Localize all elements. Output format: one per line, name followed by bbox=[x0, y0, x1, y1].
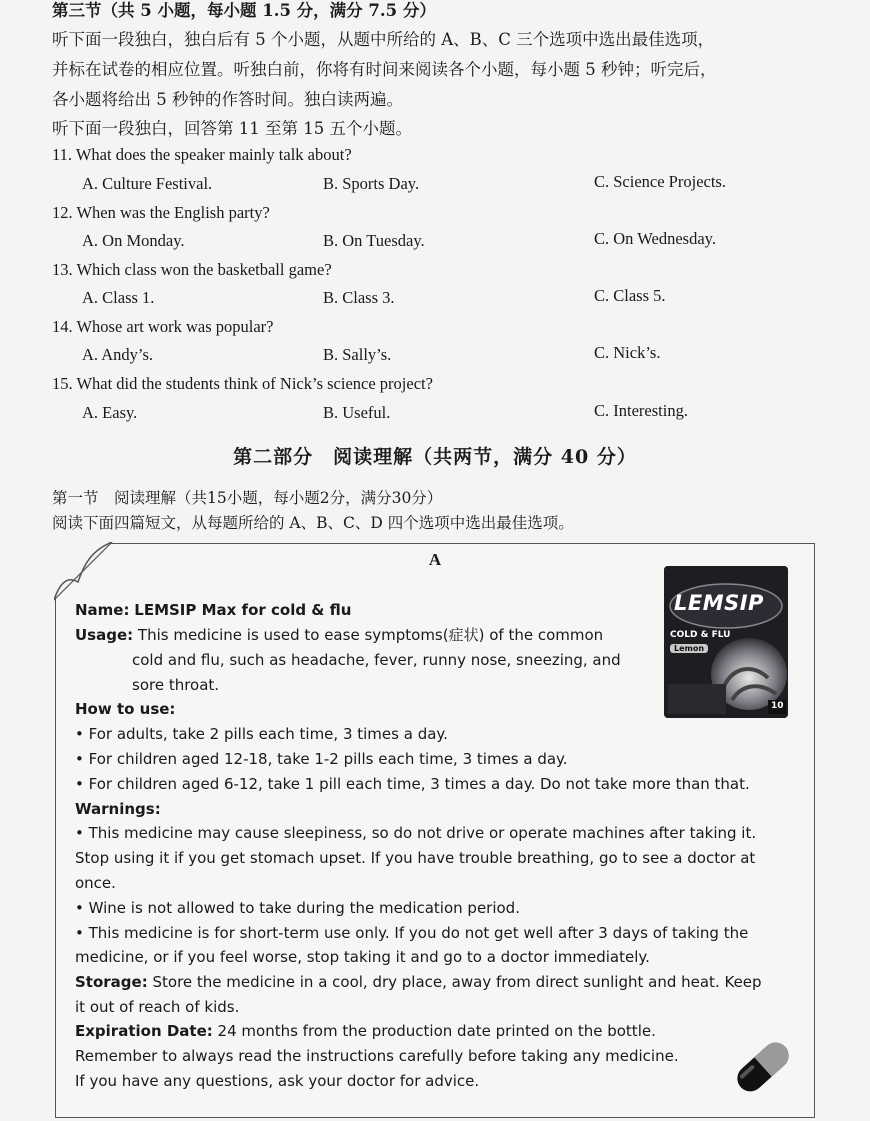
how-to-use-label: How to use: bbox=[75, 700, 176, 718]
part2-section-title: 第一节 阅读理解（共15小题，每小题2分，满分30分） bbox=[52, 489, 443, 507]
option-13-a: A. Class 1. bbox=[82, 288, 155, 307]
section3-instruction-2: 并标在试卷的相应位置。听独白前，你将有时间来阅读各个小题，每小题 5 秒钟；听完后， bbox=[52, 60, 717, 79]
capsule-icon bbox=[728, 1034, 798, 1100]
name-label: Name: bbox=[75, 601, 130, 619]
name-value: LEMSIP Max for cold & flu bbox=[134, 601, 352, 619]
usage-line-1: This medicine is used to ease symptoms(症状) of the common bbox=[137, 626, 604, 644]
question-14: 14. Whose art work was popular? bbox=[52, 317, 274, 336]
option-11-a: A. Culture Festival. bbox=[82, 174, 213, 193]
usage-line-2: cold and flu, such as headache, fever, runny nose, sneezing, and bbox=[132, 651, 621, 669]
warning-line-6: medicine, or if you feel worse, stop taking it and go to a doctor immediately. bbox=[75, 948, 650, 966]
expiration-label: Expiration Date: bbox=[75, 1022, 213, 1040]
option-13-c: C. Class 5. bbox=[594, 286, 666, 305]
name-row bbox=[75, 600, 351, 620]
option-11-b: B. Sports Day. bbox=[323, 174, 420, 193]
option-15-c: C. Interesting. bbox=[594, 401, 688, 420]
warning-line-1: • This medicine may cause sleepiness, so do not drive or operate machines after taking it. bbox=[75, 824, 757, 842]
option-12-c: C. On Wednesday. bbox=[594, 229, 716, 248]
section3-instruction-3: 各小题将给出 5 秒钟的作答时间。独白读两遍。 bbox=[52, 90, 403, 109]
storage-label: Storage: bbox=[75, 973, 148, 991]
usage-line-3: sore throat. bbox=[132, 676, 220, 694]
closing-line-2: If you have any questions, ask your doctor for advice. bbox=[75, 1072, 480, 1090]
warning-line-4: • Wine is not allowed to take during the medication period. bbox=[75, 899, 520, 917]
question-12: 12. When was the English party? bbox=[52, 203, 270, 222]
option-15-b: B. Useful. bbox=[323, 403, 391, 422]
expiration-row bbox=[75, 1021, 656, 1041]
closing-line-1: Remember to always read the instructions carefully before taking any medicine. bbox=[75, 1047, 679, 1065]
how-item-1: • For adults, take 2 pills each time, 3 times a day. bbox=[75, 725, 448, 743]
section3-prompt: 听下面一段独白，回答第 11 至第 15 五个小题。 bbox=[52, 119, 412, 138]
option-14-a: A. Andy’s. bbox=[82, 345, 154, 364]
product-variant: COLD & FLU bbox=[670, 630, 731, 640]
expiration-value: 24 months from the production date printed on the bottle. bbox=[217, 1022, 656, 1040]
product-image bbox=[664, 566, 788, 718]
part2-title: 第二部分 阅读理解（共两节，满分 40 分） bbox=[233, 446, 637, 468]
usage-row bbox=[75, 625, 603, 645]
passage-a-box bbox=[55, 543, 815, 1118]
option-11-c: C. Science Projects. bbox=[594, 172, 726, 191]
question-15: 15. What did the students think of Nick’s science project? bbox=[52, 374, 433, 393]
part2-instruction: 阅读下面四篇短文，从每题所给的 A、B、C、D 四个选项中选出最佳选项。 bbox=[52, 514, 574, 532]
option-13-b: B. Class 3. bbox=[323, 288, 395, 307]
section3-instruction-1: 听下面一段独白，独白后有 5 个小题，从题中所给的 A、B、C 三个选项中选出最佳选项， bbox=[52, 30, 715, 49]
warning-line-3: once. bbox=[75, 874, 116, 892]
usage-label: Usage: bbox=[75, 626, 134, 644]
warnings-label: Warnings: bbox=[75, 800, 161, 818]
storage-line-1: Store the medicine in a cool, dry place, away from direct sunlight and heat. Keep bbox=[152, 973, 762, 991]
how-item-2: • For children aged 12-18, take 1-2 pills each time, 3 times a day. bbox=[75, 750, 568, 768]
option-15-a: A. Easy. bbox=[82, 403, 138, 422]
question-13: 13. Which class won the basketball game? bbox=[52, 260, 332, 279]
product-brand: LEMSIP bbox=[674, 591, 764, 615]
storage-line-2: it out of reach of kids. bbox=[75, 998, 240, 1016]
product-count: 10 bbox=[771, 701, 784, 711]
option-14-c: C. Nick’s. bbox=[594, 343, 661, 362]
storage-row bbox=[75, 972, 762, 992]
product-flavor: Lemon bbox=[670, 644, 708, 653]
how-item-3: • For children aged 6-12, take 1 pill each time, 3 times a day. Do not take more than that. bbox=[75, 775, 750, 793]
option-14-b: B. Sally’s. bbox=[323, 345, 392, 364]
warning-line-2: Stop using it if you get stomach upset. If you have trouble breathing, go to see a doctor at bbox=[75, 849, 756, 867]
option-12-b: B. On Tuesday. bbox=[323, 231, 425, 250]
passage-letter: A bbox=[428, 550, 442, 569]
question-11: 11. What does the speaker mainly talk about? bbox=[52, 145, 352, 164]
option-12-a: A. On Monday. bbox=[82, 231, 185, 250]
section3-title: 第三节（共 5 小题，每小题 1.5 分，满分 7.5 分） bbox=[52, 1, 436, 20]
warning-line-5: • This medicine is for short-term use only. If you do not get well after 3 days of taking the bbox=[75, 924, 749, 942]
